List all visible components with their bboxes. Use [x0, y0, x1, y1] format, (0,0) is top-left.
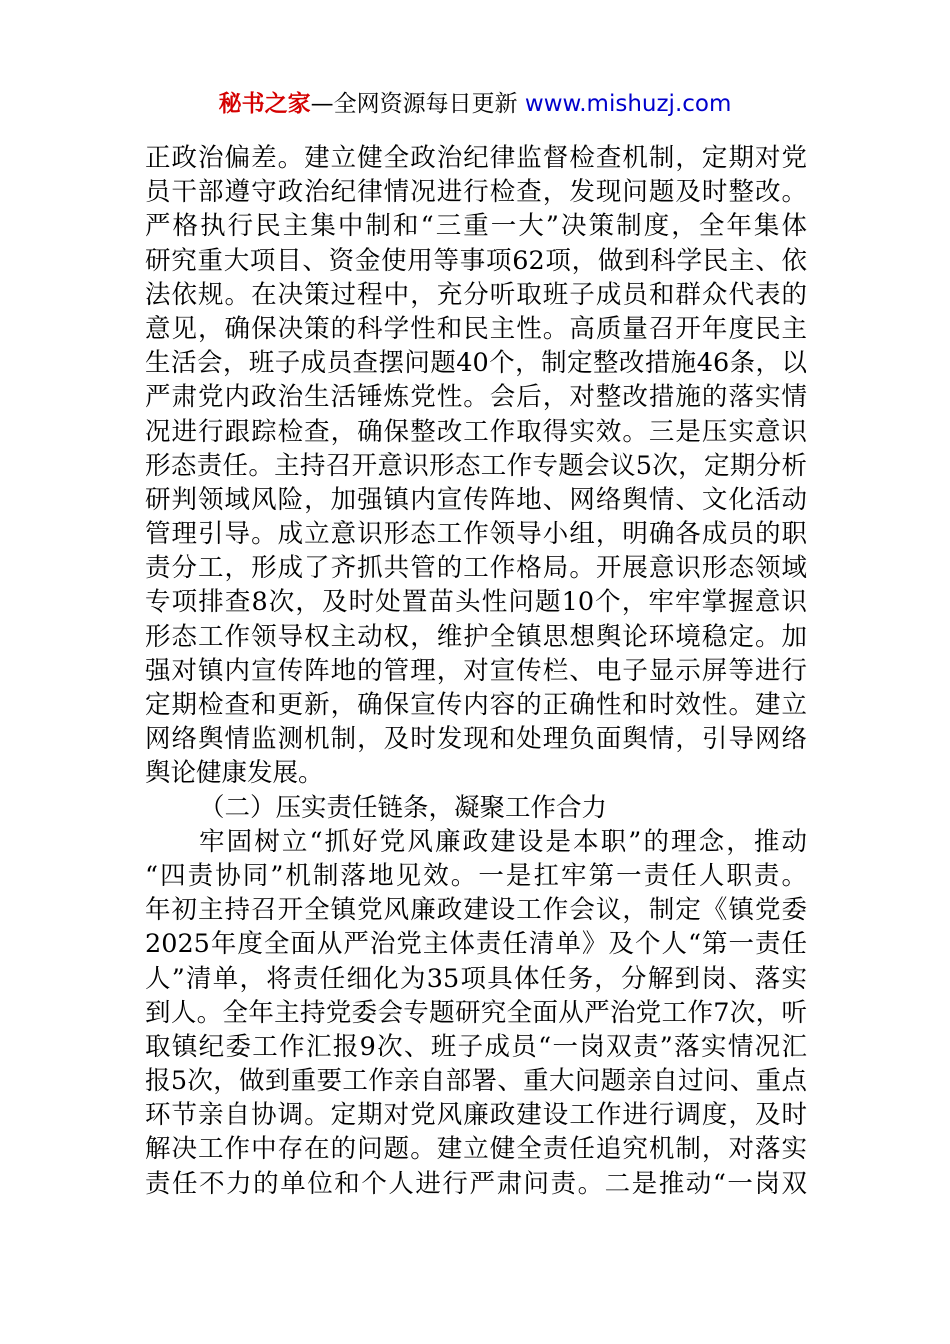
- text-line: 网络舆情监测机制，及时发现和处理负面舆情，引导网络: [145, 724, 807, 755]
- document-body: [145, 141, 807, 1201]
- section-heading: （二）压实责任链条，凝聚工作合力: [199, 792, 608, 823]
- page-header: [0, 88, 950, 120]
- text-line: 研究重大项目、资金使用等事项62项，做到科学民主、依: [145, 245, 807, 276]
- text-line: 正政治偏差。建立健全政治纪律监督检查机制，定期对党: [145, 143, 807, 173]
- text-line: 人”清单，将责任细化为35项具体任务，分解到岗、落实: [145, 963, 807, 994]
- text-line: 舆论健康发展。: [145, 758, 324, 789]
- text-line: 解决工作中存在的问题。建立健全责任追究机制，对落实: [145, 1134, 807, 1165]
- text-line: 管理引导。成立意识形态工作领导小组，明确各成员的职: [145, 519, 807, 550]
- text-line: 环节亲自协调。定期对党风廉政建设工作进行调度，及时: [145, 1100, 807, 1131]
- text-line: 2025年度全面从严治党主体责任清单》及个人“第一责任: [145, 929, 807, 960]
- header-brand: 秘书之家: [218, 91, 311, 117]
- text-line: 到人。全年主持党委会专题研究全面从严治党工作7次，听: [145, 997, 807, 1028]
- text-line: 报5次，做到重要工作亲自部署、重大问题亲自过问、重点: [145, 1066, 807, 1097]
- text-line: 责分工，形成了齐抓共管的工作格局。开展意识形态领域: [145, 553, 807, 584]
- text-line: 专项排查8次，及时处置苗头性问题10个，牢牢掌握意识: [145, 587, 807, 618]
- text-line: 员干部遵守政治纪律情况进行检查，发现问题及时整改。: [145, 177, 807, 208]
- header-tagline: —全网资源每日更新: [310, 91, 518, 117]
- text-line: 责任不力的单位和个人进行严肃问责。二是推动“一岗双: [145, 1168, 807, 1199]
- text-line: 年初主持召开全镇党风廉政建设工作会议，制定《镇党委: [145, 895, 807, 926]
- text-line: 形态责任。主持召开意识形态工作专题会议5次，定期分析: [145, 450, 807, 481]
- text-line: 意见，确保决策的科学性和民主性。高质量召开年度民主: [145, 313, 807, 344]
- text-line: 况进行跟踪检查，确保整改工作取得实效。三是压实意识: [145, 416, 807, 447]
- text-line: “四责协同”机制落地见效。一是扛牢第一责任人职责。: [145, 860, 807, 891]
- text-line: 研判领域风险，加强镇内宣传阵地、网络舆情、文化活动: [145, 484, 807, 515]
- text-line: 法依规。在决策过程中，充分听取班子成员和群众代表的: [145, 279, 807, 310]
- text-line: 严肃党内政治生活锤炼党性。会后，对整改措施的落实情: [145, 382, 807, 413]
- text-line: 取镇纪委工作汇报9次、班子成员“一岗双责”落实情况汇: [145, 1031, 807, 1062]
- text-line: 生活会，班子成员查摆问题40个，制定整改措施46条，以: [145, 348, 807, 379]
- text-line: 强对镇内宣传阵地的管理，对宣传栏、电子显示屏等进行: [145, 655, 807, 686]
- text-line: 严格执行民主集中制和“三重一大”决策制度，全年集体: [145, 211, 807, 242]
- header-site-link[interactable]: www.mishuzj.com: [524, 91, 732, 117]
- text-line: 定期检查和更新，确保宣传内容的正确性和时效性。建立: [145, 690, 807, 720]
- text-line: 形态工作领导权主动权，维护全镇思想舆论环境稳定。加: [145, 621, 807, 652]
- text-line: 牢固树立“抓好党风廉政建设是本职”的理念，推动: [199, 826, 807, 857]
